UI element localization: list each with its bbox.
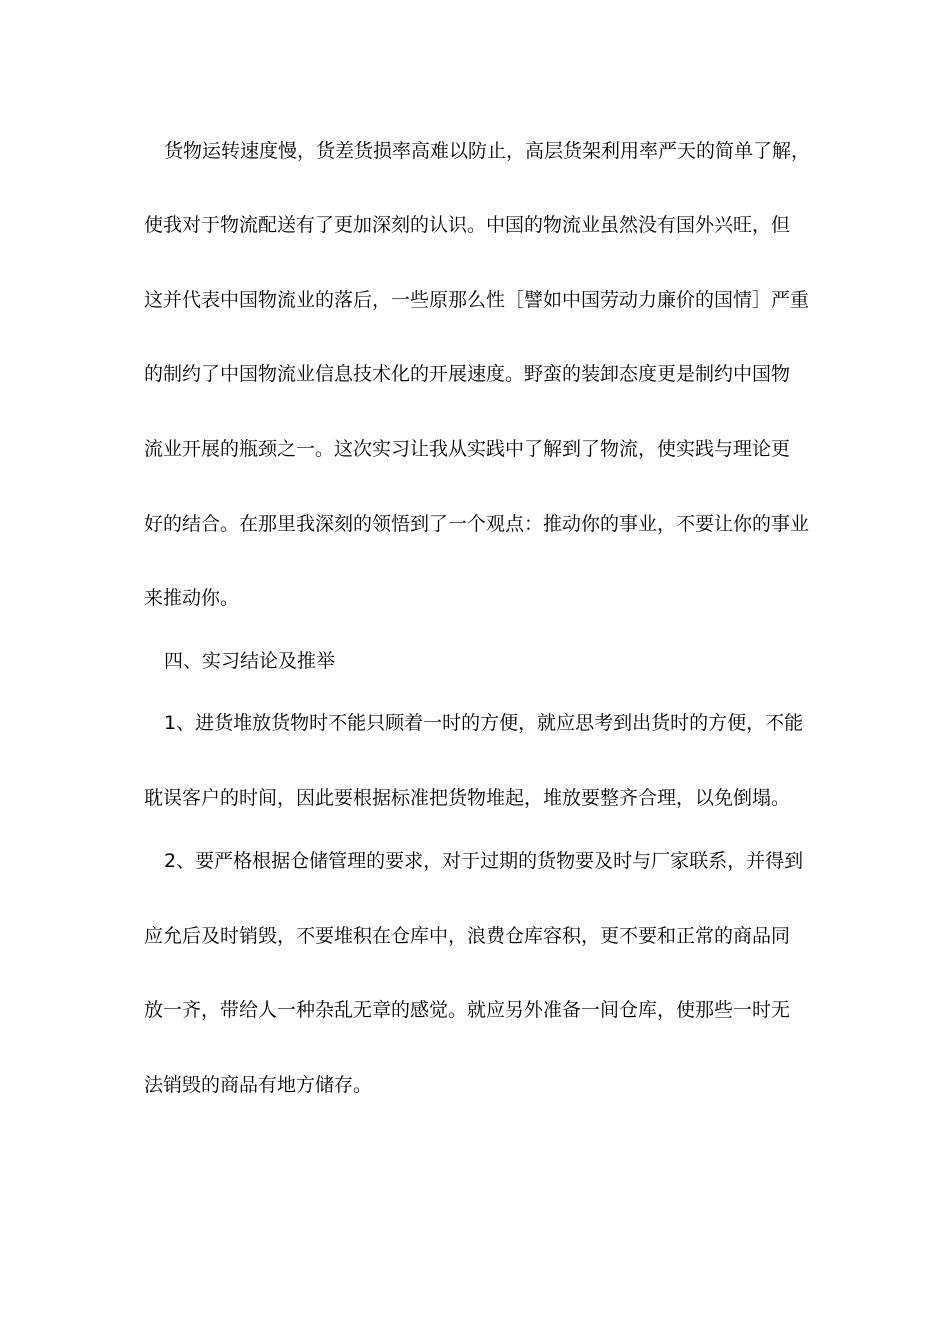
paragraph-line: 好的结合。在那里我深刻的领悟到了一个观点：推动你的事业，不要让你的事业 [144,513,810,535]
paragraph-line: 法销毁的商品有地方储存。 [144,1074,373,1096]
paragraph-line: 放一齐，带给人一种杂乱无章的感觉。就应另外准备一间仓库，使那些一时无 [144,999,791,1021]
paragraph-line: 流业开展的瓶颈之一。这次实习让我从实践中了解到了物流，使实践与理论更 [144,438,791,460]
paragraph-line: 来推动你。 [144,587,240,609]
paragraph-line: 应允后及时销毁，不要堆积在仓库中，浪费仓库容积，更不要和正常的商品同 [144,925,791,947]
paragraph-line: 使我对于物流配送有了更加深刻的认识。中国的物流业虽然没有国外兴旺，但 [144,214,791,236]
paragraph-line: 的制约了中国物流业信息技术化的开展速度。野蛮的装卸态度更是制约中国物 [144,363,791,385]
paragraph-line: 耽误客户的时间，因此要根据标准把货物堆起，堆放要整齐合理，以免倒塌。 [144,787,791,809]
paragraph-line: 货物运转速度慢，货差货损率高难以防止，高层货架利用率严天的简单了解， [164,140,811,162]
paragraph-line: 这并代表中国物流业的落后，一些原那么性［譬如中国劳动力廉价的国情］严重 [144,289,810,311]
paragraph-line: 1、进货堆放货物时不能只顾着一时的方便，就应思考到出货时的方便，不能 [164,712,804,734]
section-heading: 四、实习结论及推举 [164,650,336,672]
paragraph-line: 2、要严格根据仓储管理的要求，对于过期的货物要及时与厂家联系，并得到 [164,850,804,872]
